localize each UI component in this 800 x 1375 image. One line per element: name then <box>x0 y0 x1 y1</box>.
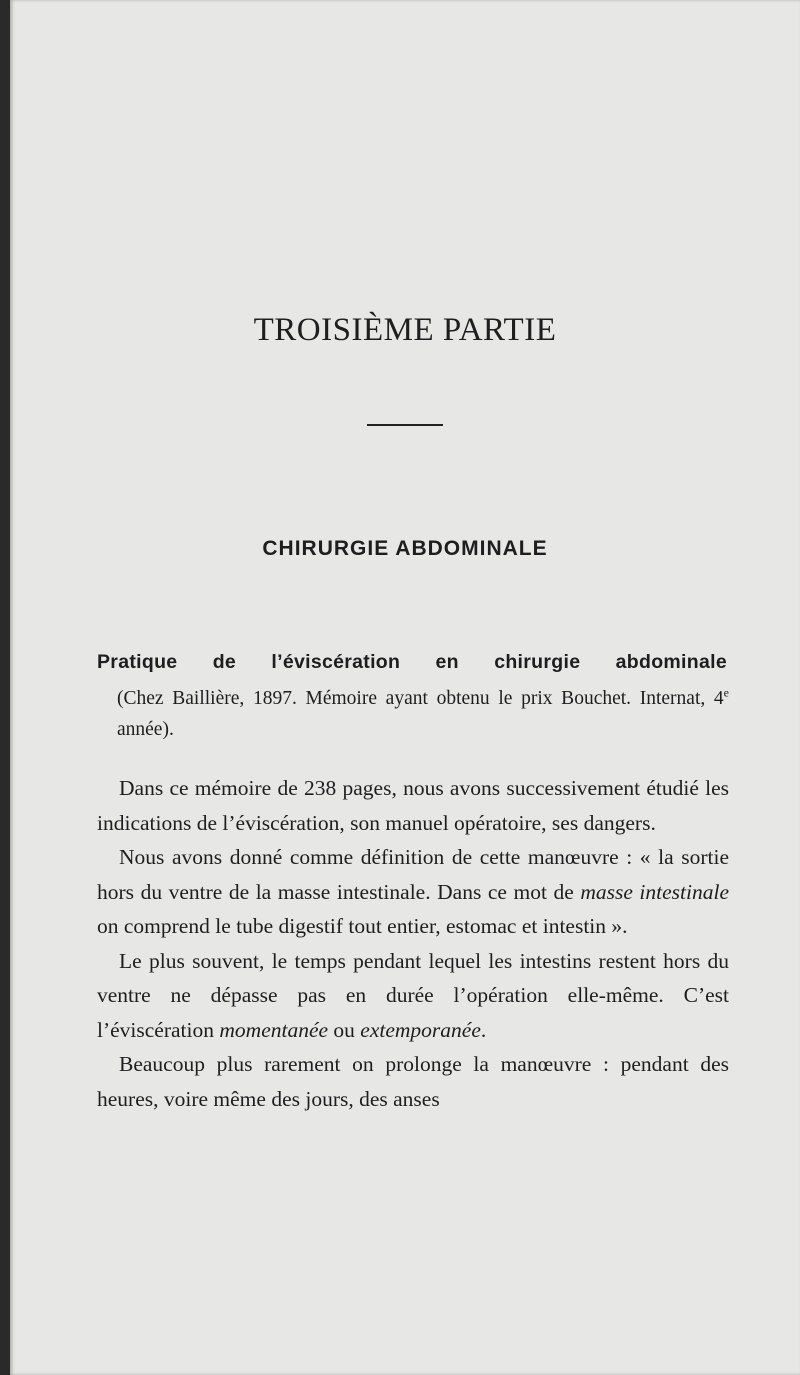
entry-title: Pratique de l’éviscération en chirurgie abdominale <box>97 651 727 673</box>
book-page <box>10 0 800 1375</box>
paragraph-2 <box>97 840 729 944</box>
paragraph-3-emphasis-2: extemporanée <box>360 1017 481 1042</box>
paragraph-3-text-mid: ou <box>328 1017 361 1042</box>
paragraph-3-text-end: . <box>480 1017 487 1042</box>
paragraph-1: Dans ce mémoire de 238 pages, nous avons successivement étudié les indications de l’éviscération, son manuel opératoire, ses dangers. <box>97 776 729 835</box>
section-title: CHIRURGIE ABDOMINALE <box>262 537 548 560</box>
paragraph-3-emphasis-1: momentanée <box>219 1017 329 1042</box>
paragraph-2-text-a: Nous avons donné comme définition de cette manœuvre : « la sortie hors du ventre de la masse intestinale. Dans ce mot de <box>97 845 729 904</box>
entry-reference-text: (Chez Baillière, 1897. Mémoire ayant obtenu le prix Bouchet. Internat, 4 <box>117 688 724 709</box>
paragraph-2-text-b: on comprend le tube digestif tout entier, estomac et intestin ». <box>97 914 628 938</box>
paragraph-3 <box>97 944 729 1048</box>
entry-reference-superscript: e <box>723 685 729 700</box>
body-text <box>97 771 729 1116</box>
paragraph-4: Beaucoup plus rarement on prolonge la manœuvre : pendant des heures, voire même des jours, des anses <box>97 1052 729 1111</box>
paragraph-2-emphasis: masse intestinale <box>580 879 729 904</box>
entry-reference <box>117 683 729 745</box>
entry-reference-end: année). <box>117 719 174 740</box>
title-divider <box>367 424 443 426</box>
part-title: TROISIÈME PARTIE <box>253 312 557 348</box>
paragraph-3-text-a: Le plus souvent, le temps pendant lequel les intestins restent hors du ventre ne dépasse pas en durée l’opération elle-même. C’est l’éviscération <box>97 948 729 1042</box>
